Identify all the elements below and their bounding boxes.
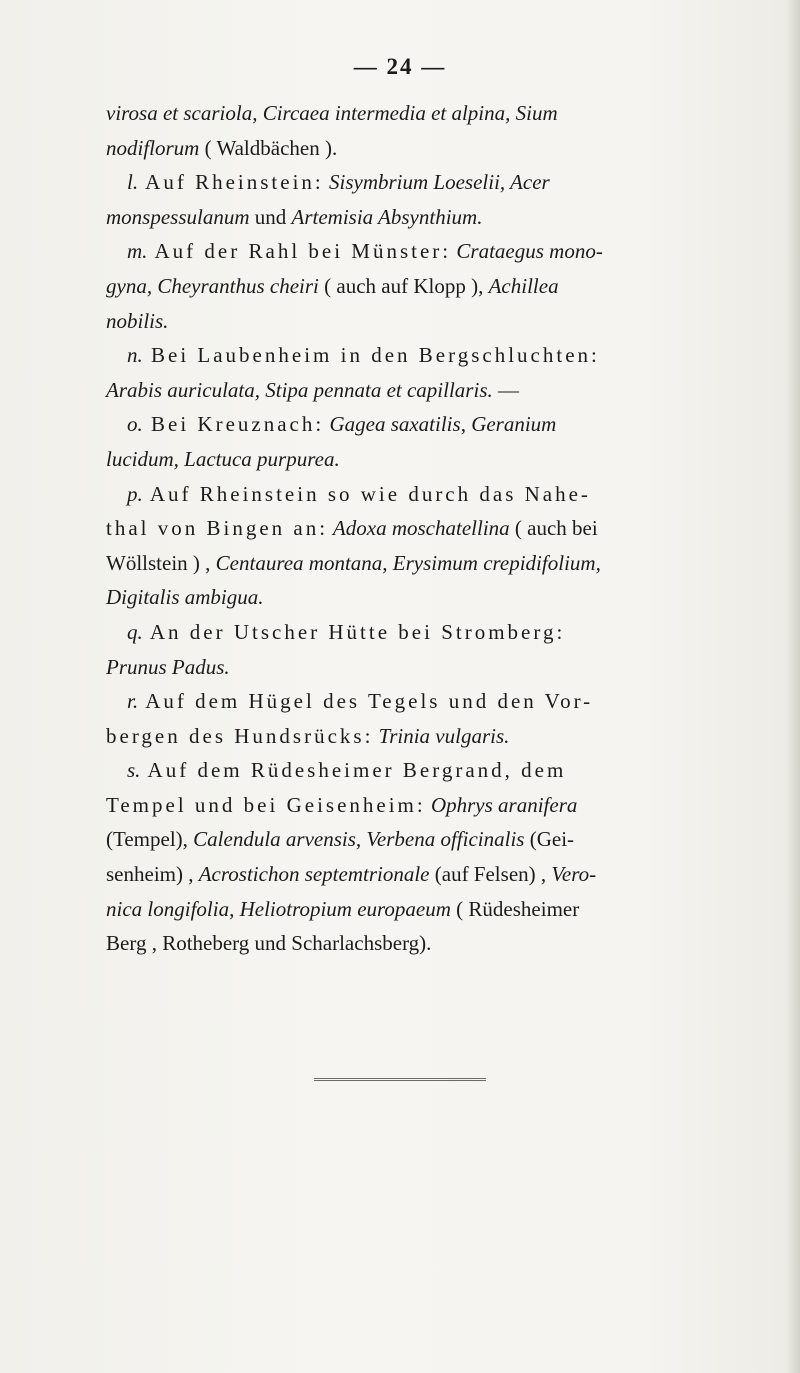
entry-letter: o. xyxy=(127,412,143,437)
locality: Bei Kreuznach: xyxy=(142,412,325,437)
plant-names: lucidum, Lactuca purpurea. xyxy=(106,446,340,471)
plant-names: Digitalis ambigua. xyxy=(106,585,264,610)
habitat-note: ( auch auf Klopp ), xyxy=(318,273,489,298)
plant-names: monspessulanum xyxy=(106,204,250,229)
locality: thal von Bingen an: xyxy=(106,516,329,541)
entry-letter: m. xyxy=(127,239,148,264)
paragraph-s xyxy=(106,753,726,961)
plant-names: Gagea saxatilis, Geranium xyxy=(324,412,557,437)
conjunction: und xyxy=(249,204,292,229)
paragraph-o xyxy=(106,407,726,476)
plant-names: Achillea xyxy=(488,273,559,298)
locality: Auf dem Rüdesheimer Bergrand, dem xyxy=(140,758,567,783)
plant-names: virosa et scariola, Circaea intermedia et alpina, Sium xyxy=(106,101,558,125)
paragraph-m xyxy=(106,234,726,338)
entry-letter: q. xyxy=(127,619,143,644)
page-number: — 24 — xyxy=(353,54,447,79)
body-text xyxy=(106,96,726,961)
habitat-note: ( Waldbächen ). xyxy=(199,135,338,160)
plant-names: Acrostichon septemtrionale xyxy=(198,862,430,887)
entry-letter: p. xyxy=(127,481,143,506)
plant-names: Sisymbrium Loeselii, Acer xyxy=(323,170,550,195)
habitat-note: (Tempel), xyxy=(106,827,194,852)
locality: Auf Rheinstein so wie durch das Nahe- xyxy=(142,481,591,506)
plant-names: nodiflorum xyxy=(106,135,200,160)
plant-names: Crataegus mono- xyxy=(451,239,603,264)
plant-names: Adoxa moschatellina xyxy=(328,516,510,541)
entry-letter: l. xyxy=(127,170,139,195)
locality: Auf Rheinstein: xyxy=(138,170,324,195)
locality: Auf dem Hügel des Tegels und den Vor- xyxy=(138,689,594,714)
rule-line xyxy=(314,1080,486,1081)
habitat-note: ( Rüdesheimer xyxy=(450,896,580,921)
habitat-note: Wöllstein ) , xyxy=(106,550,216,575)
entry-letter: s. xyxy=(127,758,141,783)
paragraph-p xyxy=(106,477,726,615)
plant-names: Vero- xyxy=(551,862,597,887)
paragraph-n xyxy=(106,338,726,407)
habitat-note: (auf Felsen) , xyxy=(429,862,552,887)
page-edge-shadow xyxy=(786,0,800,1373)
habitat-note: ( auch bei xyxy=(509,516,598,541)
plant-names: Artemisia Absynthium. xyxy=(291,204,483,229)
locality: Auf der Rahl bei Münster: xyxy=(147,239,452,264)
paragraph-l xyxy=(106,165,726,234)
habitat-note: senheim) , xyxy=(106,862,199,887)
plant-names: Prunus Padus. xyxy=(106,654,230,679)
plant-names: Trinia vulgaris. xyxy=(373,723,510,748)
habitat-note: (Gei- xyxy=(524,827,575,852)
plant-names: Ophrys aranifera xyxy=(425,792,578,817)
closing-rule xyxy=(314,1078,486,1081)
plant-names: Arabis auriculata, Stipa pennata et capillaris. xyxy=(106,377,493,402)
locality: Bei Laubenheim in den Bergschluchten: xyxy=(142,343,600,368)
plant-names: Calendula arvensis, Verbena officinalis xyxy=(193,827,525,852)
locality: An der Utscher Hütte bei Stromberg: xyxy=(142,619,566,644)
paragraph-intro xyxy=(106,96,726,165)
plant-names: Centaurea montana, Erysimum crepidifolium, xyxy=(215,550,601,575)
entry-letter: n. xyxy=(127,343,143,368)
locality: bergen des Hundsrücks: xyxy=(106,723,374,748)
dash: — xyxy=(492,377,519,402)
paragraph-r xyxy=(106,684,726,753)
entry-letter: r. xyxy=(127,689,139,714)
plant-names: gyna, Cheyranthus cheiri xyxy=(106,273,319,298)
rule-line xyxy=(314,1078,486,1079)
locality: Tempel und bei Geisenheim: xyxy=(106,792,426,817)
plant-names: nica longifolia, Heliotropium europaeum xyxy=(106,896,451,921)
paragraph-q xyxy=(106,615,726,684)
habitat-note: Berg , Rotheberg und Scharlachsberg). xyxy=(106,931,432,956)
plant-names: nobilis. xyxy=(106,308,169,333)
